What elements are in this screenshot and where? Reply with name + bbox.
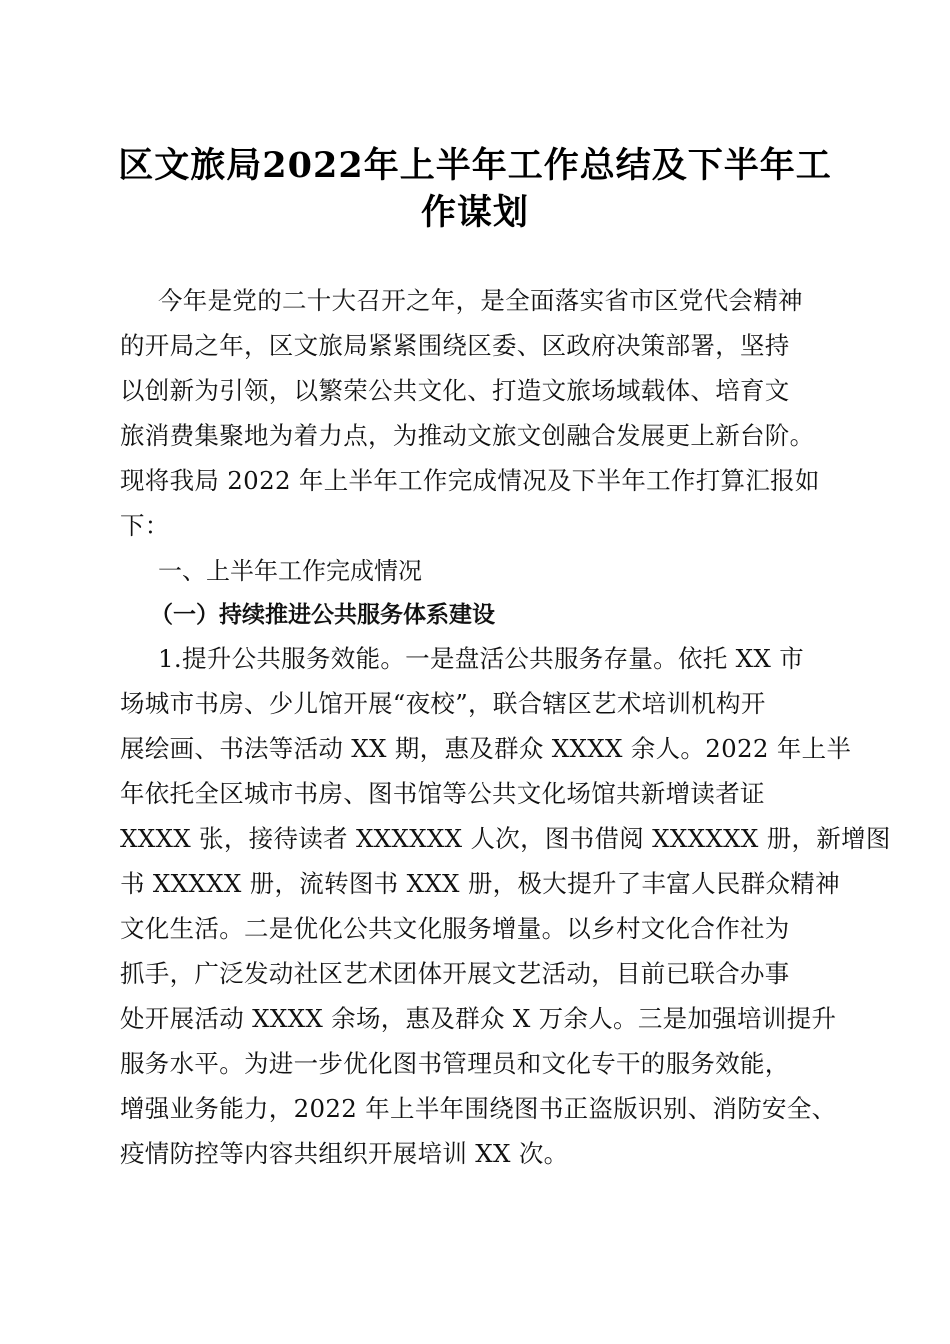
body-paragraph-line: 1.提升公共服务效能。一是盘活公共服务存量。依托 XX 市 <box>158 644 805 673</box>
body-paragraph-line: 年依托全区城市书房、图书馆等公共文化场馆共新增读者证 <box>120 779 765 808</box>
intro-paragraph-line: 下： <box>120 511 170 540</box>
body-paragraph-line: 抓手，广泛发动社区艺术团体开展文艺活动，目前已联合办事 <box>120 959 790 988</box>
intro-paragraph-line: 以创新为引领，以繁荣公共文化、打造文旅场域载体、培育文 <box>120 376 790 405</box>
intro-paragraph-line: 旅消费集聚地为着力点，为推动文旅文创融合发展更上新台阶。 <box>120 421 815 450</box>
intro-paragraph-line: 的开局之年，区文旅局紧紧围绕区委、区政府决策部署，坚持 <box>120 331 790 360</box>
document-title-line-2: 作谋划 <box>420 192 529 233</box>
section-heading: 一、上半年工作完成情况 <box>158 557 422 585</box>
intro-paragraph-line: 今年是党的二十大召开之年，是全面落实省市区党代会精神 <box>158 286 803 315</box>
intro-paragraph-line: 现将我局 2022 年上半年工作完成情况及下半年工作打算汇报如 <box>120 466 820 495</box>
body-paragraph-line: 书 XXXXX 册，流转图书 XXX 册，极大提升了丰富人民群众精神 <box>120 869 840 898</box>
body-paragraph-line: 处开展活动 XXXX 余场，惠及群众 X 万余人。三是加强培训提升 <box>120 1004 837 1033</box>
document-title-line-1: 区文旅局2022年上半年工作总结及下半年工 <box>118 145 832 186</box>
body-paragraph-line: 服务水平。为进一步优化图书管理员和文化专干的服务效能， <box>120 1049 790 1078</box>
body-paragraph-line: XXXX 张，接待读者 XXXXXX 人次，图书借阅 XXXXXX 册，新增图 <box>120 824 891 853</box>
body-paragraph-line: 增强业务能力，2022 年上半年围绕图书正盗版识别、消防安全、 <box>120 1094 837 1123</box>
body-paragraph-line: 疫情防控等内容共组织开展培训 XX 次。 <box>120 1139 569 1168</box>
subsection-heading: （一）持续推进公共服务体系建设 <box>150 601 495 628</box>
body-paragraph-line: 展绘画、书法等活动 XX 期，惠及群众 XXXX 余人。2022 年上半 <box>120 734 852 763</box>
body-paragraph-line: 场城市书房、少儿馆开展“夜校”，联合辖区艺术培训机构开 <box>120 689 766 718</box>
body-paragraph-line: 文化生活。二是优化公共文化服务增量。以乡村文化合作社为 <box>120 914 790 943</box>
